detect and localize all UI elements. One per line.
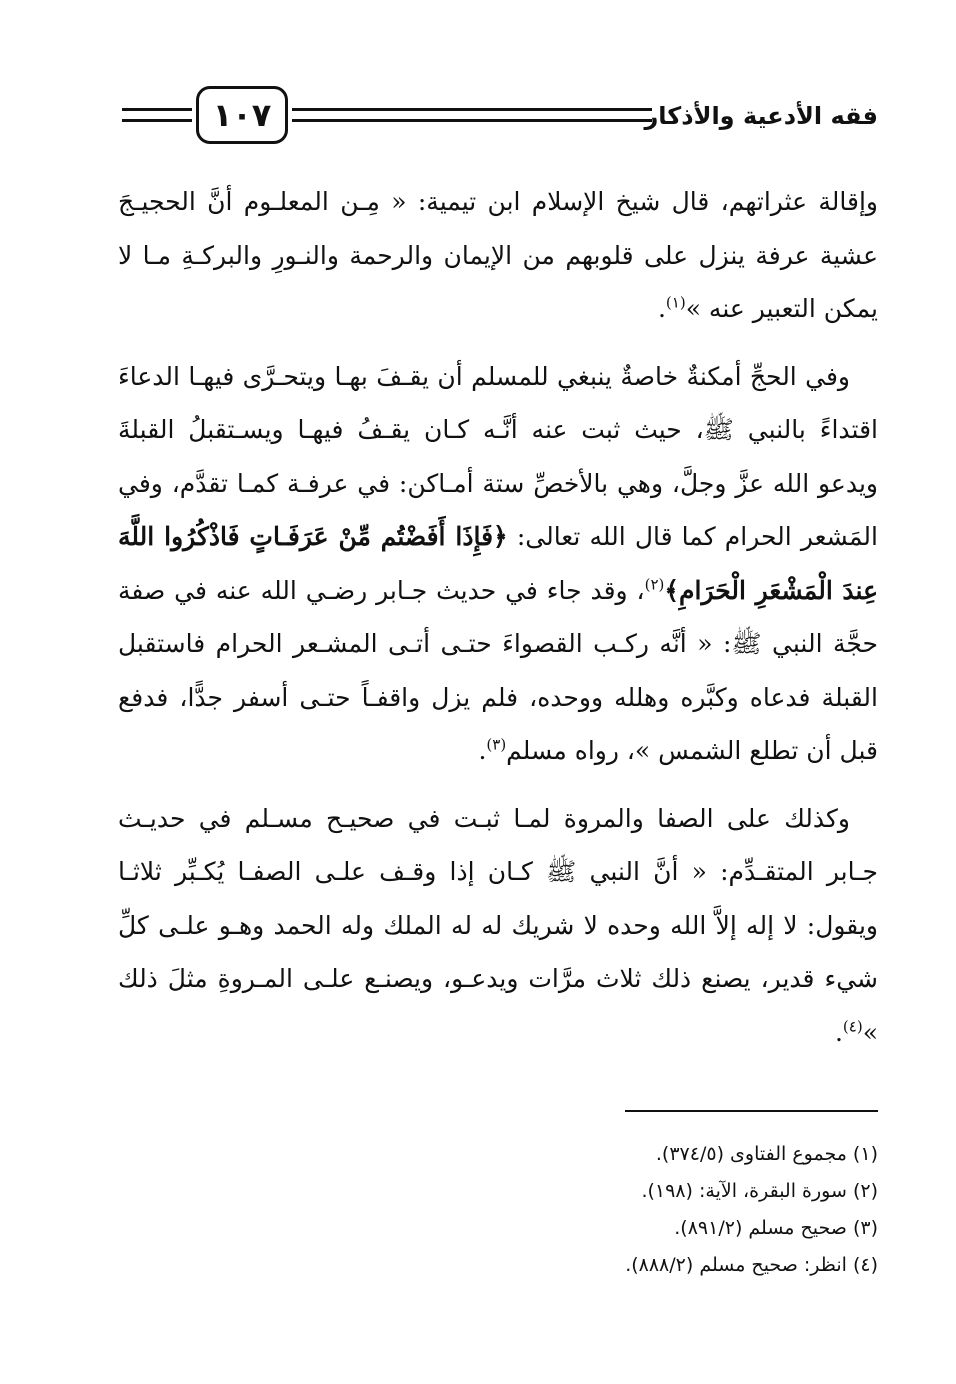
footnotes (378, 1136, 878, 1284)
footnote-ref-3: (٣) (486, 735, 507, 754)
footnote-4: (٤) انظر: صحيح مسلم (٨٨٨/٢). (625, 1254, 878, 1276)
paragraph-2-text-a: وفي الحجِّ أمكنةٌ خاصةٌ ينبغي للمسلم أن يقـفَ بهـا ويتحـرَّى فيهـا الدعاءَ اقتداءً بالنبي ﷺ، حيث ثبت عنه أنَّـه كـان يقـفُ فيهـا ويسـتقبلُ القبلةَ ويدعو الله عزَّ وجلَّ، وهي بالأخصِّ ستة أمـاكن: في عرفـة كمـا تقدَّم، وفي المَشعر الحرام كما قال الله تعالى: (118, 361, 878, 551)
footnote-separator (625, 1110, 878, 1112)
header-rule-right (292, 108, 652, 122)
paragraph-2-text-b: ، وقد جاء في حديث جـابر رضـي الله عنه في صفة حجَّة النبي ﷺ: « أنَّه ركـب القصواءَ حتـى أتـى المشـعر الحرام فاستقبل القبلة فدعاه وكبَّره وهلله ووحده، فلم يزل واقفـاً حتـى أسفر جدًّا، فدفع قبل أن تطلع الشمس »، رواه مسلم (118, 575, 878, 765)
footnote-ref-1: (١) (665, 293, 686, 312)
paragraph-3 (118, 792, 878, 1060)
paragraph-1-end: . (657, 294, 666, 323)
page-number: ١٠٧ (196, 86, 288, 144)
header-rule-left (122, 108, 192, 122)
paragraph-1-text: وإقالة عثراتهم، قال شيخ الإسلام ابن تيمية: « مِـن المعلـوم أنَّ الحجيـجَ عشية عرفة ينزل على قلوبهم من الإيمان والرحمة والنـورِ والبركـةِ مـا لا يمكن التعبير عنه » (118, 187, 878, 323)
footnote-2: (٢) سورة البقرة، الآية: (١٩٨). (641, 1180, 878, 1202)
footnote-ref-4: (٤) (842, 1017, 863, 1036)
paragraph-1 (118, 175, 878, 336)
footnote-1: (١) مجموع الفتاوى (٣٧٤/٥). (655, 1143, 878, 1165)
paragraph-3-text: وكذلك على الصفا والمروة لمـا ثبـت في صحيـح مسـلم في حديـث جـابر المتقـدِّم: « أنَّ النبي ﷺ كـان إذا وقـف علـى الصفـا يُكـبِّر ثلاثـا ويقول: لا إله إلاَّ الله وحده لا شريك له له الملك وله الحمد وهـو علـى كلِّ شيء قدير، يصنع ذلك ثلاث مرَّات ويدعـو، ويصنـع علـى المـروةِ مثلَ ذلك » (118, 803, 878, 1047)
main-text (118, 175, 878, 1073)
paragraph-2-end: . (478, 736, 487, 765)
footnote-ref-2: (٢) (644, 575, 665, 594)
page-header (0, 78, 956, 168)
paragraph-2 (118, 350, 878, 778)
quran-verse: ﴿فَإِذَا أَفَضْتُم مِّنْ عَرَفَـاتٍ فَاذْكُرُوا اللَّهَ عِندَ الْمَشْعَرِ الْحَرَامِ﴾ (118, 522, 878, 605)
paragraph-3-end: . (834, 1017, 843, 1047)
book-title: فقه الأدعية والأذكار (644, 102, 878, 130)
footnote-3: (٣) صحيح مسلم (٨٩١/٢). (674, 1217, 878, 1239)
